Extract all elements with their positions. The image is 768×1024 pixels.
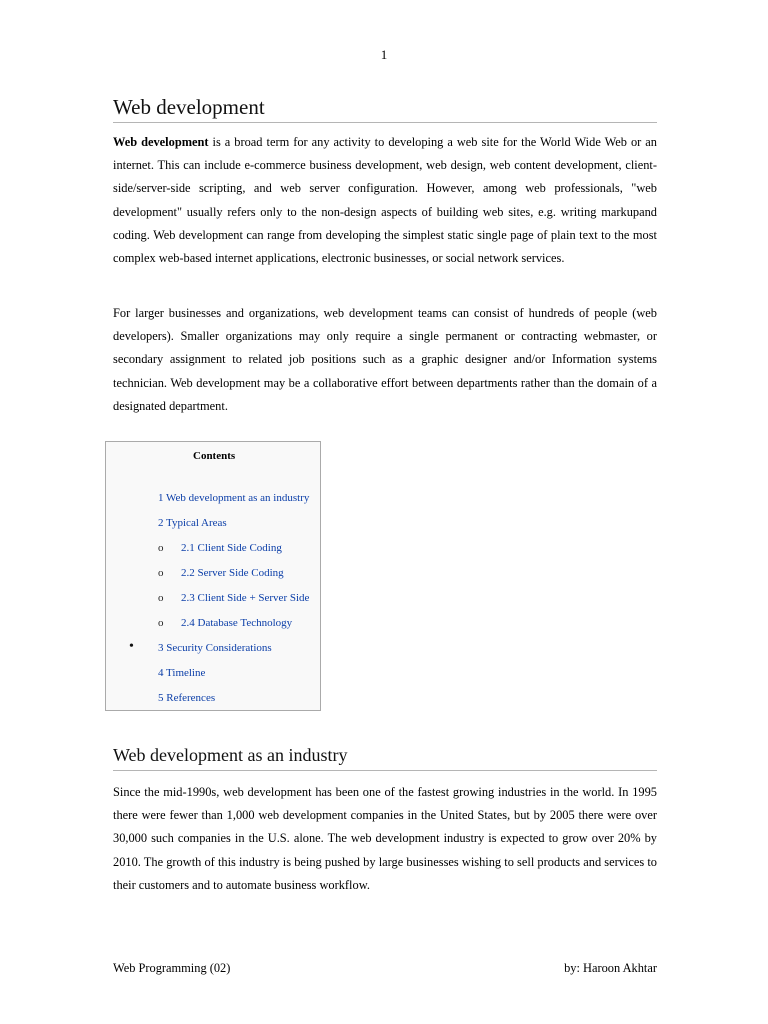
toc-link-database-technology[interactable]: 2.4 Database Technology — [181, 617, 293, 629]
toc-link-typical-areas[interactable]: 2 Typical Areas — [158, 517, 227, 529]
toc-sub-bullet: o — [158, 617, 164, 629]
toc-dot-bullet: • — [129, 639, 134, 654]
industry-paragraph: Since the mid-1990s, web development has been one of the fastest growing industries in the world. In 1995 there were fewer than 1,000 web development companies in the United States, but by 2005 there were over 30,000 such companies in the U.S. alone. The web development industry is expected to grow over 20% by 2010. The growth of this industry is being pushed by large businesses wishing to sell products and services to their customers and to automate business workflow. — [113, 785, 657, 892]
section-heading-industry: Web development as an industry — [113, 742, 657, 771]
toc-link-references[interactable]: 5 References — [158, 692, 216, 704]
toc-link-security[interactable]: 3 Security Considerations — [158, 642, 272, 654]
toc-link-timeline[interactable]: 4 Timeline — [158, 667, 206, 679]
footer-course: Web Programming (02) — [113, 961, 231, 975]
page-number: 1 — [380, 47, 388, 62]
toc-link-client-server-side[interactable]: 2.3 Client Side + Server Side — [181, 592, 310, 604]
toc-link-industry[interactable]: 1 Web development as an industry — [158, 492, 310, 504]
intro-paragraph — [113, 131, 657, 270]
toc-link-server-side-coding[interactable]: 2.2 Server Side Coding — [181, 567, 284, 579]
table-of-contents — [105, 441, 321, 711]
footer-author: by: Haroon Akhtar — [564, 961, 657, 975]
section-heading-web-development: Web development — [113, 94, 657, 123]
toc-link-client-side-coding[interactable]: 2.1 Client Side Coding — [181, 542, 282, 554]
intro-body-text: is a broad term for any activity to developing a web site for the World Wide Web or an internet. This can include e-commerce business development, web design, web content development, client-side/server-side scripting, and web server configuration. However, among web professionals, "web development" usually refers only to the non-design aspects of building web sites, e.g. writing markupand coding. Web development can range from developing the simplest static single page of plain text to the most complex web-based internet applications, electronic businesses, or social network services. — [113, 135, 657, 266]
intro-lead-term: Web development — [113, 135, 209, 149]
organizations-paragraph: For larger businesses and organizations, web development teams can consist of hundreds of people (web developers). Smaller organizations may only require a single permanent or contracting webmaster, or secondary assignment to related job positions such as a graphic designer and/or Information systems technician. Web development may be a collaborative effort between departments rather than the domain of a designated department. — [113, 306, 657, 413]
toc-sub-bullet: o — [158, 592, 164, 604]
toc-sub-bullet: o — [158, 567, 164, 579]
toc-title: Contents — [193, 450, 236, 462]
toc-sub-bullet: o — [158, 542, 164, 554]
